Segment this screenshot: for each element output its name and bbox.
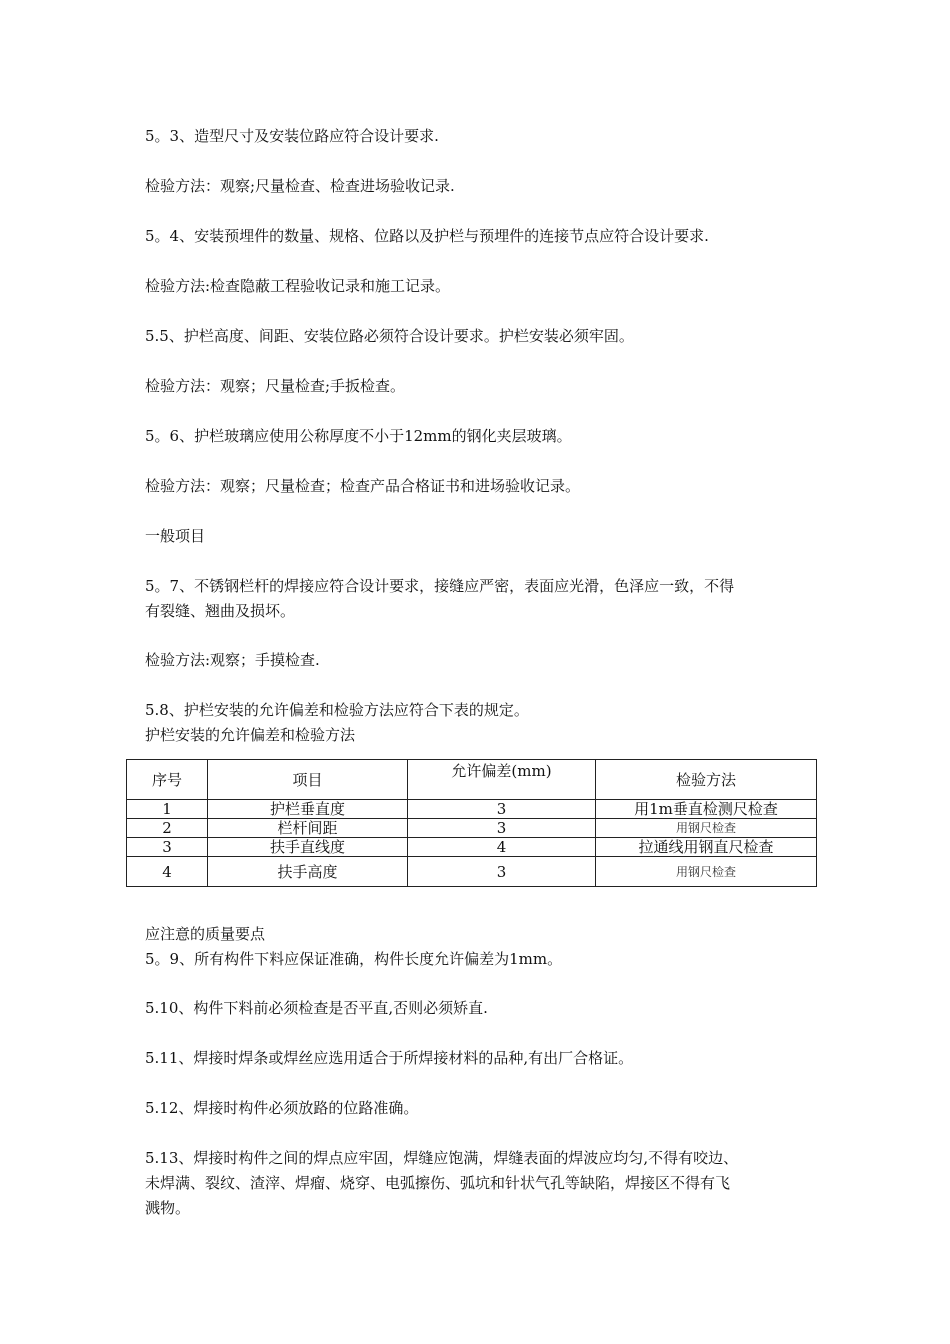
inspection-method-5-7: 检验方法:观察；手摸检查. xyxy=(145,651,320,669)
clause-5-6: 5。6、护栏玻璃应使用公称厚度不小于12mm的钢化夹层玻璃。 xyxy=(145,427,572,445)
clause-5-11: 5.11、焊接时焊条或焊丝应选用适合于所焊接材料的品种,有出厂合格证。 xyxy=(145,1049,634,1067)
table-header-row xyxy=(127,760,817,800)
header-no: 序号 xyxy=(127,760,208,800)
table-title: 护栏安装的允许偏差和检验方法 xyxy=(145,726,356,744)
clause-5-13-line1: 5.13、焊接时构件之间的焊点应牢固，焊缝应饱满，焊缝表面的焊波应均匀,不得有咬边、 xyxy=(145,1149,739,1167)
inspection-method-5-4: 检验方法:检查隐蔽工程验收记录和施工记录。 xyxy=(145,277,451,295)
clause-5-4: 5。4、安装预埋件的数量、规格、位路以及护栏与预埋件的连接节点应符合设计要求. xyxy=(145,227,709,245)
table-row xyxy=(127,857,817,887)
clause-5-13-line2: 未焊满、裂纹、渣滓、焊瘤、烧穿、电弧擦伤、弧坑和针状气孔等缺陷，焊接区不得有飞 xyxy=(145,1174,731,1192)
row-tolerance: 3 xyxy=(408,857,596,887)
header-method: 检验方法 xyxy=(596,760,817,800)
header-item: 项目 xyxy=(208,760,408,800)
table-row xyxy=(127,819,817,838)
table-row xyxy=(127,800,817,819)
inspection-method-5-3: 检验方法：观察;尺量检查、检查进场验收记录. xyxy=(145,177,455,195)
row-method: 用钢尺检查 xyxy=(596,857,817,887)
inspection-method-5-5: 检验方法：观察；尺量检查;手扳检查。 xyxy=(145,377,406,395)
section-heading-general-items: 一般项目 xyxy=(145,527,206,545)
row-item: 栏杆间距 xyxy=(208,819,408,838)
row-no: 1 xyxy=(127,800,208,819)
row-tolerance: 3 xyxy=(408,819,596,838)
row-no: 2 xyxy=(127,819,208,838)
row-item: 扶手直线度 xyxy=(208,838,408,857)
clause-5-9: 5。9、所有构件下料应保证准确，构件长度允许偏差为1mm。 xyxy=(145,950,563,968)
clause-5-10: 5.10、构件下料前必须检查是否平直,否则必须矫直. xyxy=(145,999,488,1017)
clause-5-7-line1: 5。7、不锈钢栏杆的焊接应符合设计要求，接缝应严密，表面应光滑，色泽应一致，不得 xyxy=(145,577,735,595)
header-tolerance: 允许偏差(mm) xyxy=(408,760,596,800)
row-no: 4 xyxy=(127,857,208,887)
clause-5-8: 5.8、护栏安装的允许偏差和检验方法应符合下表的规定。 xyxy=(145,701,529,719)
clause-5-12: 5.12、焊接时构件必须放路的位路准确。 xyxy=(145,1099,419,1117)
clause-5-3: 5。3、造型尺寸及安装位路应符合设计要求. xyxy=(145,127,439,145)
row-method: 用钢尺检查 xyxy=(596,819,817,838)
section-heading-quality-points: 应注意的质量要点 xyxy=(145,925,266,943)
row-method: 拉通线用钢直尺检查 xyxy=(596,838,817,857)
row-tolerance: 4 xyxy=(408,838,596,857)
row-item: 扶手高度 xyxy=(208,857,408,887)
table-row xyxy=(127,838,817,857)
row-tolerance: 3 xyxy=(408,800,596,819)
clause-5-13-line3: 溅物。 xyxy=(145,1199,191,1217)
row-method: 用1m垂直检测尺检查 xyxy=(596,800,817,819)
row-item: 护栏垂直度 xyxy=(208,800,408,819)
clause-5-7-line2: 有裂缝、翘曲及损坏。 xyxy=(145,602,296,620)
row-no: 3 xyxy=(127,838,208,857)
clause-5-5: 5.5、护栏高度、间距、安装位路必须符合设计要求。护栏安装必须牢固。 xyxy=(145,327,634,345)
inspection-method-5-6: 检验方法：观察；尺量检查；检查产品合格证书和进场验收记录。 xyxy=(145,477,581,495)
deviation-table xyxy=(126,759,817,887)
